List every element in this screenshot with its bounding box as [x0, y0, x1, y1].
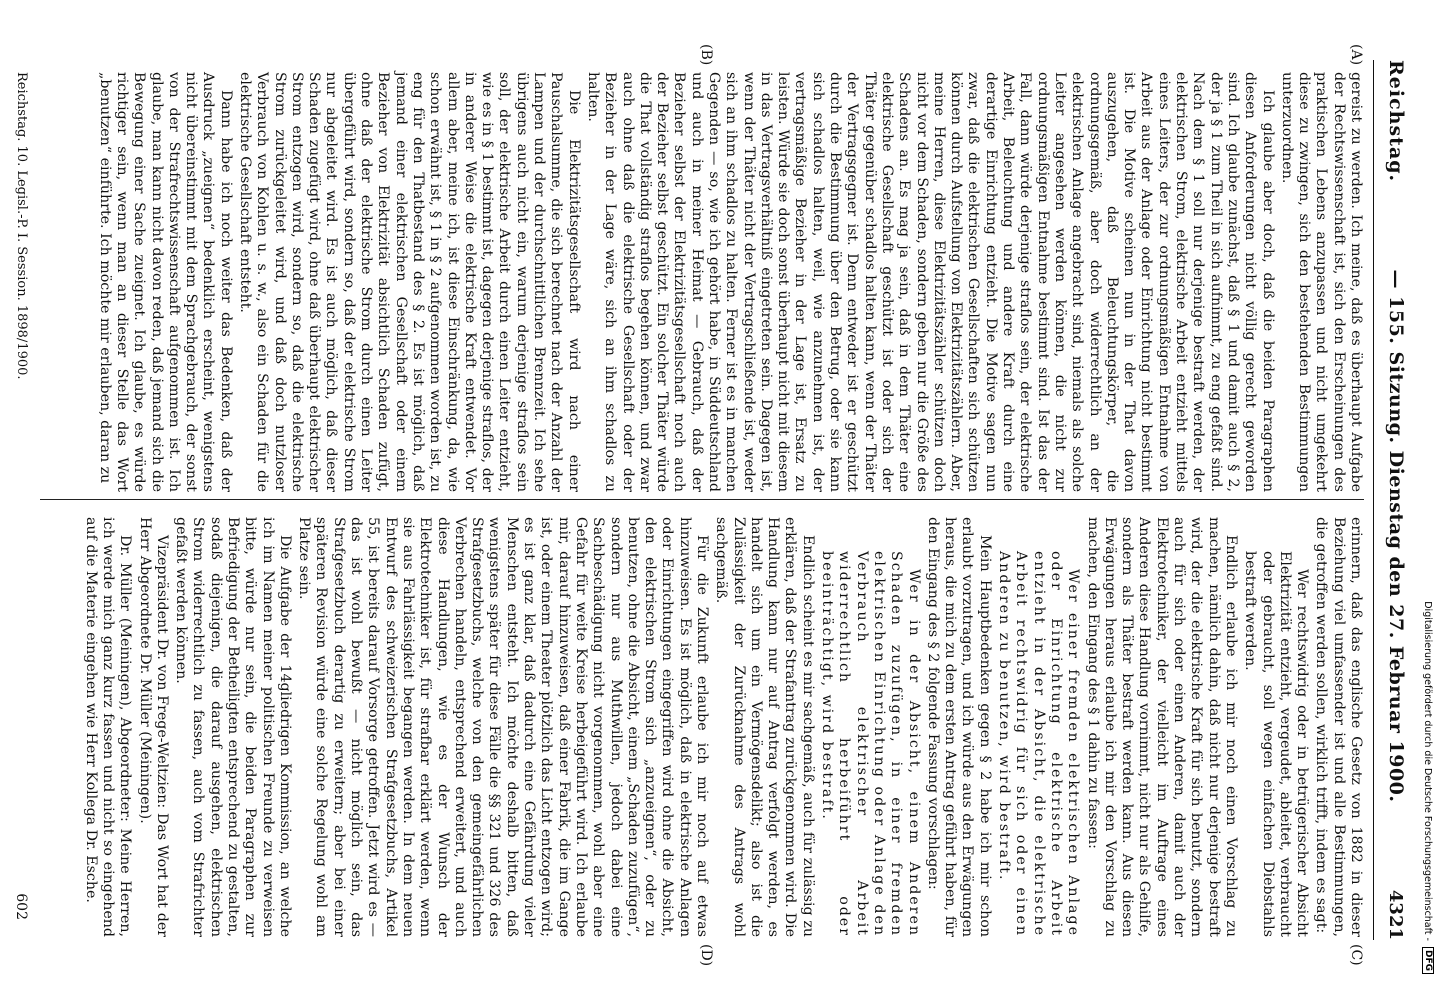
right-column — [79, 517, 1364, 937]
notice-text: Digitalisierung gefördert durch die Deutsche Forschungsgemeinschaft - — [1422, 601, 1434, 941]
column-divider — [40, 499, 1364, 500]
header-title: Reichstag. — [1385, 60, 1407, 183]
paragraph: Ich glaube aber doch, daß die beiden Paragraphen diesen Anforderungen nicht völlig gerecht geworden sind. Ich glaube zunächst, daß § 1 und damit auch § 2, der ja § 1 zum Theil in sich aufnimmt, zu eng gefaßt sind. Nach dem § 1 soll nur derjenige bestraft werden, der elektrischen Strom, elektrische Arbeit entzieht mittels eines Leiters, der zur ordnungsmäßigen Entnahme von Arbeit aus der Anlage oder Einrichtung nicht bestimmt ist. Die Motive scheinen nun in der That davon auszugehen, daß Beleuchtungskörper, die ordnungsgemäß, aber doch widerrechtlich an der elektrischen Anlage angebracht sind, niemals als solche Leiter angesehen werden können, die nicht zur ordnungsmäßigen Entnahme bestimmt sind. Ist das der Fall, dann würde derjenige straflos sein, der elektrische Arbeit, Beleuchtung und andere Kraft durch eine derartige Einrichtung entzieht. Die Motive sagen nun zwar, daß die elektrischen Gesellschaften sich schützen können durch Aufstellung von Elektrizitätszählern. Aber, meine Herren, diese Elektrizitätszähler schützen doch nicht vor dem Schaden, sondern geben nur die Größe des Schadens an. Es mag ja sein, daß in dem Thäter eine elektrische Gesellschaft geschützt ist oder sich der Thäter gegenüber schadlos halten kann, wenn der Thäter der Vertragsgegner ist. Denn entweder ist er geschützt durch die Bestimmung über den Betrug, oder sie kann sich schadlos halten, weil, wie anzunehmen ist, der vertragsmäßige Bezieher in der Lage ist, Ersatz zu leisten. Würde sie doch sonst überhaupt nicht mit diesem in das Vertragsverhältniß eingetreten sein. Dagegen ist, wenn der Thäter nicht der Vertragschließende ist, weder sich an ihm schadlos zu halten. Ferner ist es in manchen Gegenden — so, wie ich gehört habe, in Süddeutschland und auch in meiner Heimat — Gebrauch, daß der Bezieher selbst der Elektrizitätsgesellschaft noch auch der Bezieher selbst geschützt. Ein solcher Thäter würde die That vollständig straflos begehen können, und zwar auch ohne daß die elektrische Gesellschaft oder der Bezieher in der Lage wäre, sich an ihm schadlos zu halten. — [584, 72, 1276, 492]
paragraph: gereist zu werden. Ich meine, daß es überhaupt Aufgabe der Rechtswissenschaft ist, sich den Erscheinungen des praktischen Lebens anzupassen und nicht umgekehrt diese zu zwingen, sich den bestehenden Bestimmungen unterzuordnen. — [1278, 72, 1364, 492]
paragraph: erinnern, daß das englische Gesetz von 1882 in dieser Beziehung viel umfassender ist und alle Bestimmungen, die getroffen werden sollen, wirklich trifft, indem es sagt: — [1313, 517, 1364, 937]
paragraph: Dann habe ich noch weiter das Bedenken, daß der Ausdruck „zueignen“ bedenklich erscheint, wenigstens nicht übereinstimmt mit dem Sprachgebrauch, der sonst von der Strafrechtswissenschaft aufgenommen ist. Ich glaube, man kann nicht davon reden, daß jemand sich die Bewegung einer Sache zueignet. Ich glaube, es würde richtiger sein, wenn man an dieser Stelle das Wort „benutzen“ einführte. Ich möchte mir erlauben, daran zu — [96, 72, 234, 492]
speaker-paragraph: Vizepräsident Dr. von Frege-Weltzien: Das Wort hat der Herr Abgeordnete Dr. Müller (Meiningen). — [136, 517, 170, 937]
proposal-text: Wer in der Absicht, einem Anderen Schaden zuzufügen, in einer fremden elektrischen Einrichtung oder Anlage den Verbrauch elektrischer Arbeit widerrechtlich herbeiführt oder beeinträchtigt, wird bestraft. — [819, 551, 922, 937]
paragraph: Für die Zukunft erlaube ich mir noch auf etwas hinzuweisen. Es ist möglich, daß in elektrische Anlagen oder Einrichtungen eingegriffen wird ohne die Absicht, den elektrischen Strom sich „anzueignen“, oder zu benutzen, ohne die Absicht, einem „Schaden zuzufügen“, sondern nur aus Muthwillen, jedoch dabei eine Sachbeschädigung nicht vorgenommen, wohl aber eine Gefahr für weite Kreise herbeigeführt wird. Ich erlaube mir, darauf hinzuweisen, daß einer Fabrik, die im Gange ist, oder einem Theater plötzlich das Licht entzogen wird; es ist ganz klar, daß dadurch eine Gefährdung vieler Menschen entsteht. Ich möchte deshalb bitten, daß wenigstens später für diese Fälle die §§ 321 und 326 des Strafgesetzbuchs, welche von den gemeingefährlichen Verbrechen handeln, entsprechend erweitert, und auch diese Handlungen, wie es der Wunsch der Elektrotechniker ist, für strafbar erklärt werden, wenn sie aus Fahrlässigkeit begangen werden. In dem neuen Entwurf des schweizerischen Strafgesetzbuchs, Artikel 55, ist bereits darauf Vorsorge getroffen. Jetzt wird es — das ist wohl bewußt — nicht möglich sein, das Strafgesetzbuch derartig zu erweitern; aber bei einer späteren Revision würde eine solche Regelung wohl am Platze sein. — [296, 517, 711, 937]
margin-mark-d: (D) — [698, 944, 714, 967]
digitization-notice — [1414, 0, 1434, 1000]
margin-mark-b: (B) — [698, 44, 714, 66]
page-header — [1376, 60, 1416, 940]
paragraph: Endlich erlaube ich mir noch einen Vorschlag zu machen, nämlich dahin, daß nicht nur derjenige bestraft wird, der die elektrische Kraft für sich benutzt, sondern auch für sich oder einen Anderen, damit auch der Elektrotechniker, der vielleicht im Auftrage eines Anderen diese Handlung vornimmt, nicht nur als Gehilfe, sondern als Thäter bestraft werden kann. Aus diesen Erwägungen heraus erlaube ich mir den Vorschlag zu machen, den Eingang des § 1 dahin zu fassen: — [1084, 517, 1239, 937]
left-column — [93, 72, 1364, 492]
dfg-logo: DFG — [1422, 947, 1434, 974]
speaker-paragraph: Dr. Müller (Meiningen), Abgeordneter: Meine Herren, ich werde mich ganz kurz fassen und nicht so eingehend auf die Materie eingehen wie Herr Kollega Dr. Esche. — [82, 517, 134, 937]
paragraph: Mein Hauptbedenken gegen § 2 habe ich mir schon erlaubt vorzutragen, und ich würde aus den Erwägungen heraus, die mich zu dem ersten Antrag geführt haben, für den Eingang des § 2 folgende Fassung vorschlagen: — [924, 517, 993, 937]
header-page-number: 4321 — [1385, 889, 1407, 940]
margin-mark-a: (A) — [1348, 44, 1364, 66]
footer-page-number: 602 — [13, 893, 29, 920]
paragraph: Endlich scheint es mir sachgemäß, auch für zulässig zu erklären, daß der Strafantrag zurückgenommen wird. Die Handlung kann nur auf Antrag verfolgt werden, es handelt sich um ein Vermögensdelikt; also ist die Zulässigkeit der Zurücknahme des Antrags wohl sachgemäß. — [713, 517, 816, 937]
margin-mark-c: (C) — [1348, 944, 1364, 966]
header-rule — [1373, 60, 1374, 940]
page-footer: Reichstag. 10. Legisl.-P. I. Session. 1898/1900. — [14, 72, 29, 380]
paragraph: Die Elektrizitätsgesellschaft wird nach einer Pauschalsumme, die sich berechnet nach der Anzahl der Lampen und der durchschnittlichen Brennzeit. Ich sehe übrigens auch nicht ein, warum derjenige straflos sein soll, der elektrische Arbeit durch einen Leiter entzieht, wie es in § 1 bestimmt ist, dagegen derjenige straflos, der in anderer Weise die elektrische Kraft entwendet. Vor allem aber, meine ich, ist diese Einschränkung, da, wie schon erwähnt ist, § 1 in § 2 aufgenommen worden ist, zu eng für den Thatbestand des § 2. Es ist möglich, daß jemand einer elektrischen Gesellschaft oder einem Bezieher von Elektrizität absichtlich Schaden zufügt, ohne daß der elektrische Strom durch einen Leiter übergeführt wird, sondern so, daß der elektrische Strom nur abgeleitet wird. Es ist auch möglich, daß dieser Schaden zugefügt wird, ohne daß überhaupt elektrischer Strom entzogen wird, sondern so, daß die elektrische Strom zurückgeleitet wird, und daß doch nutzloser Verbrauch von Kohlen u. s. w., also ein Schaden für die elektrische Gesellschaft entsteht. — [237, 72, 582, 492]
quotation: Wer rechtswidrig oder in betrügerischer Absicht Elektrizität entzieht, vergeudet, ableitet, verbraucht oder gebraucht, soll wegen einfachen Diebstahls bestraft werden. — [1242, 551, 1311, 937]
paragraph: Die Aufgabe der 14gliedrigen Kommission, an welche ich im Namen meiner politischen Freunde zu verweisen bitte, würde nur sein, die beiden Paragraphen zur Befriedigung der Betheiligten entsprechend zu gestalten, sodaß diejenigen, die darauf ausgehen, elektrischen Strom widerrechtlich zu fassen, auch vom Strafrichter gefaßt werden können. — [173, 517, 293, 937]
header-session: — 155. Sitzung. Dienstag den 27. Februar 1900. — [1385, 269, 1407, 803]
proposal-text: Wer einer fremden elektrischen Anlage oder Einrichtung elektrische Arbeit entzieht in der Absicht, die elektrische Arbeit rechtswidrig für sich oder einen Anderen zu benutzen, wird bestraft. — [996, 551, 1082, 937]
